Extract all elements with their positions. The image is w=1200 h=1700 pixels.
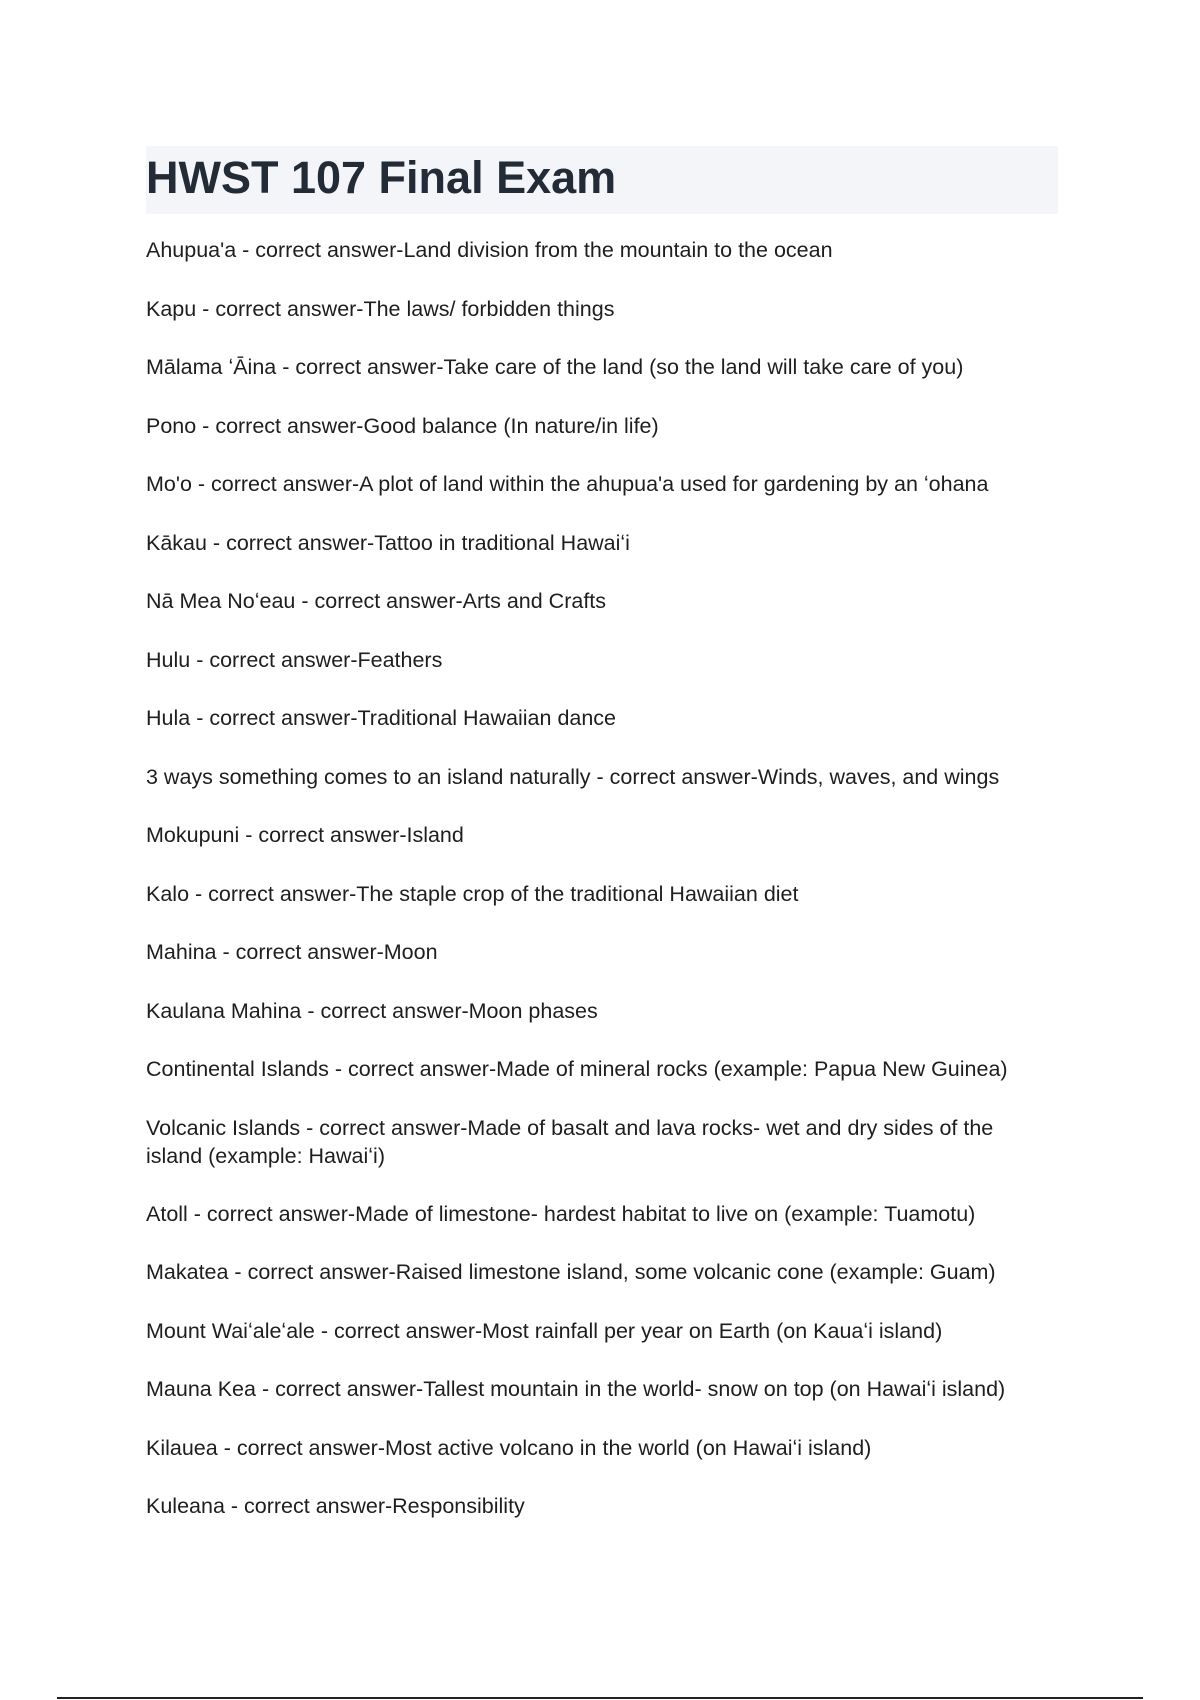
list-item: Kalo - correct answer-The staple crop of the traditional Hawaiian diet	[146, 881, 799, 906]
list-item: Volcanic Islands - correct answer-Made of basalt and lava rocks- wet and dry sides of the island (example: Hawaiʻi)	[146, 1115, 994, 1168]
list-item: Mount Waiʻaleʻale - correct answer-Most rainfall per year on Earth (on Kauaʻi island)	[146, 1318, 943, 1343]
list-item: Kaulana Mahina - correct answer-Moon phases	[146, 998, 598, 1023]
list-item: Makatea - correct answer-Raised limestone island, some volcanic cone (example: Guam)	[146, 1260, 996, 1284]
list-item: Kuleana - correct answer-Responsibility	[146, 1494, 525, 1518]
list-item: Mahina - correct answer-Moon	[146, 940, 438, 964]
list-item: Nā Mea Noʻeau - correct answer-Arts and Crafts	[146, 589, 607, 613]
list-item: Mauna Kea - correct answer-Tallest mountain in the world- snow on top (on Hawaiʻi island)	[146, 1377, 1006, 1401]
list-item: Kākau - correct answer-Tattoo in traditional Hawaiʻi	[146, 530, 630, 555]
list-item: Atoll - correct answer-Made of limestone- hardest habitat to live on (example: Tuamotu)	[146, 1201, 976, 1226]
flashcard-list	[146, 236, 1046, 1551]
page-title: HWST 107 Final Exam	[146, 152, 617, 203]
list-item: Hula - correct answer-Traditional Hawaiian dance	[146, 706, 617, 730]
list-item: Mo'o - correct answer-A plot of land within the ahupua'a used for gardening by an ʻohana	[146, 472, 989, 496]
title-banner	[146, 146, 1058, 214]
list-item: Kapu - correct answer-The laws/ forbidden things	[146, 296, 615, 321]
list-item: Kilauea - correct answer-Most active volcano in the world (on Hawaiʻi island)	[146, 1435, 872, 1460]
list-item: Pono - correct answer-Good balance (In nature/in life)	[146, 413, 659, 438]
list-item: Mālama ʻĀina - correct answer-Take care of the land (so the land will take care of you)	[146, 355, 964, 379]
list-item: Hulu - correct answer-Feathers	[146, 647, 443, 672]
list-item: Mokupuni - correct answer-Island	[146, 823, 464, 847]
list-item: Ahupua'a - correct answer-Land division from the mountain to the ocean	[146, 238, 833, 262]
list-item: 3 ways something comes to an island naturally - correct answer-Winds, waves, and wings	[146, 764, 1000, 789]
footer-divider	[57, 1697, 1143, 1699]
list-item: Continental Islands - correct answer-Made of mineral rocks (example: Papua New Guinea)	[146, 1057, 1008, 1081]
